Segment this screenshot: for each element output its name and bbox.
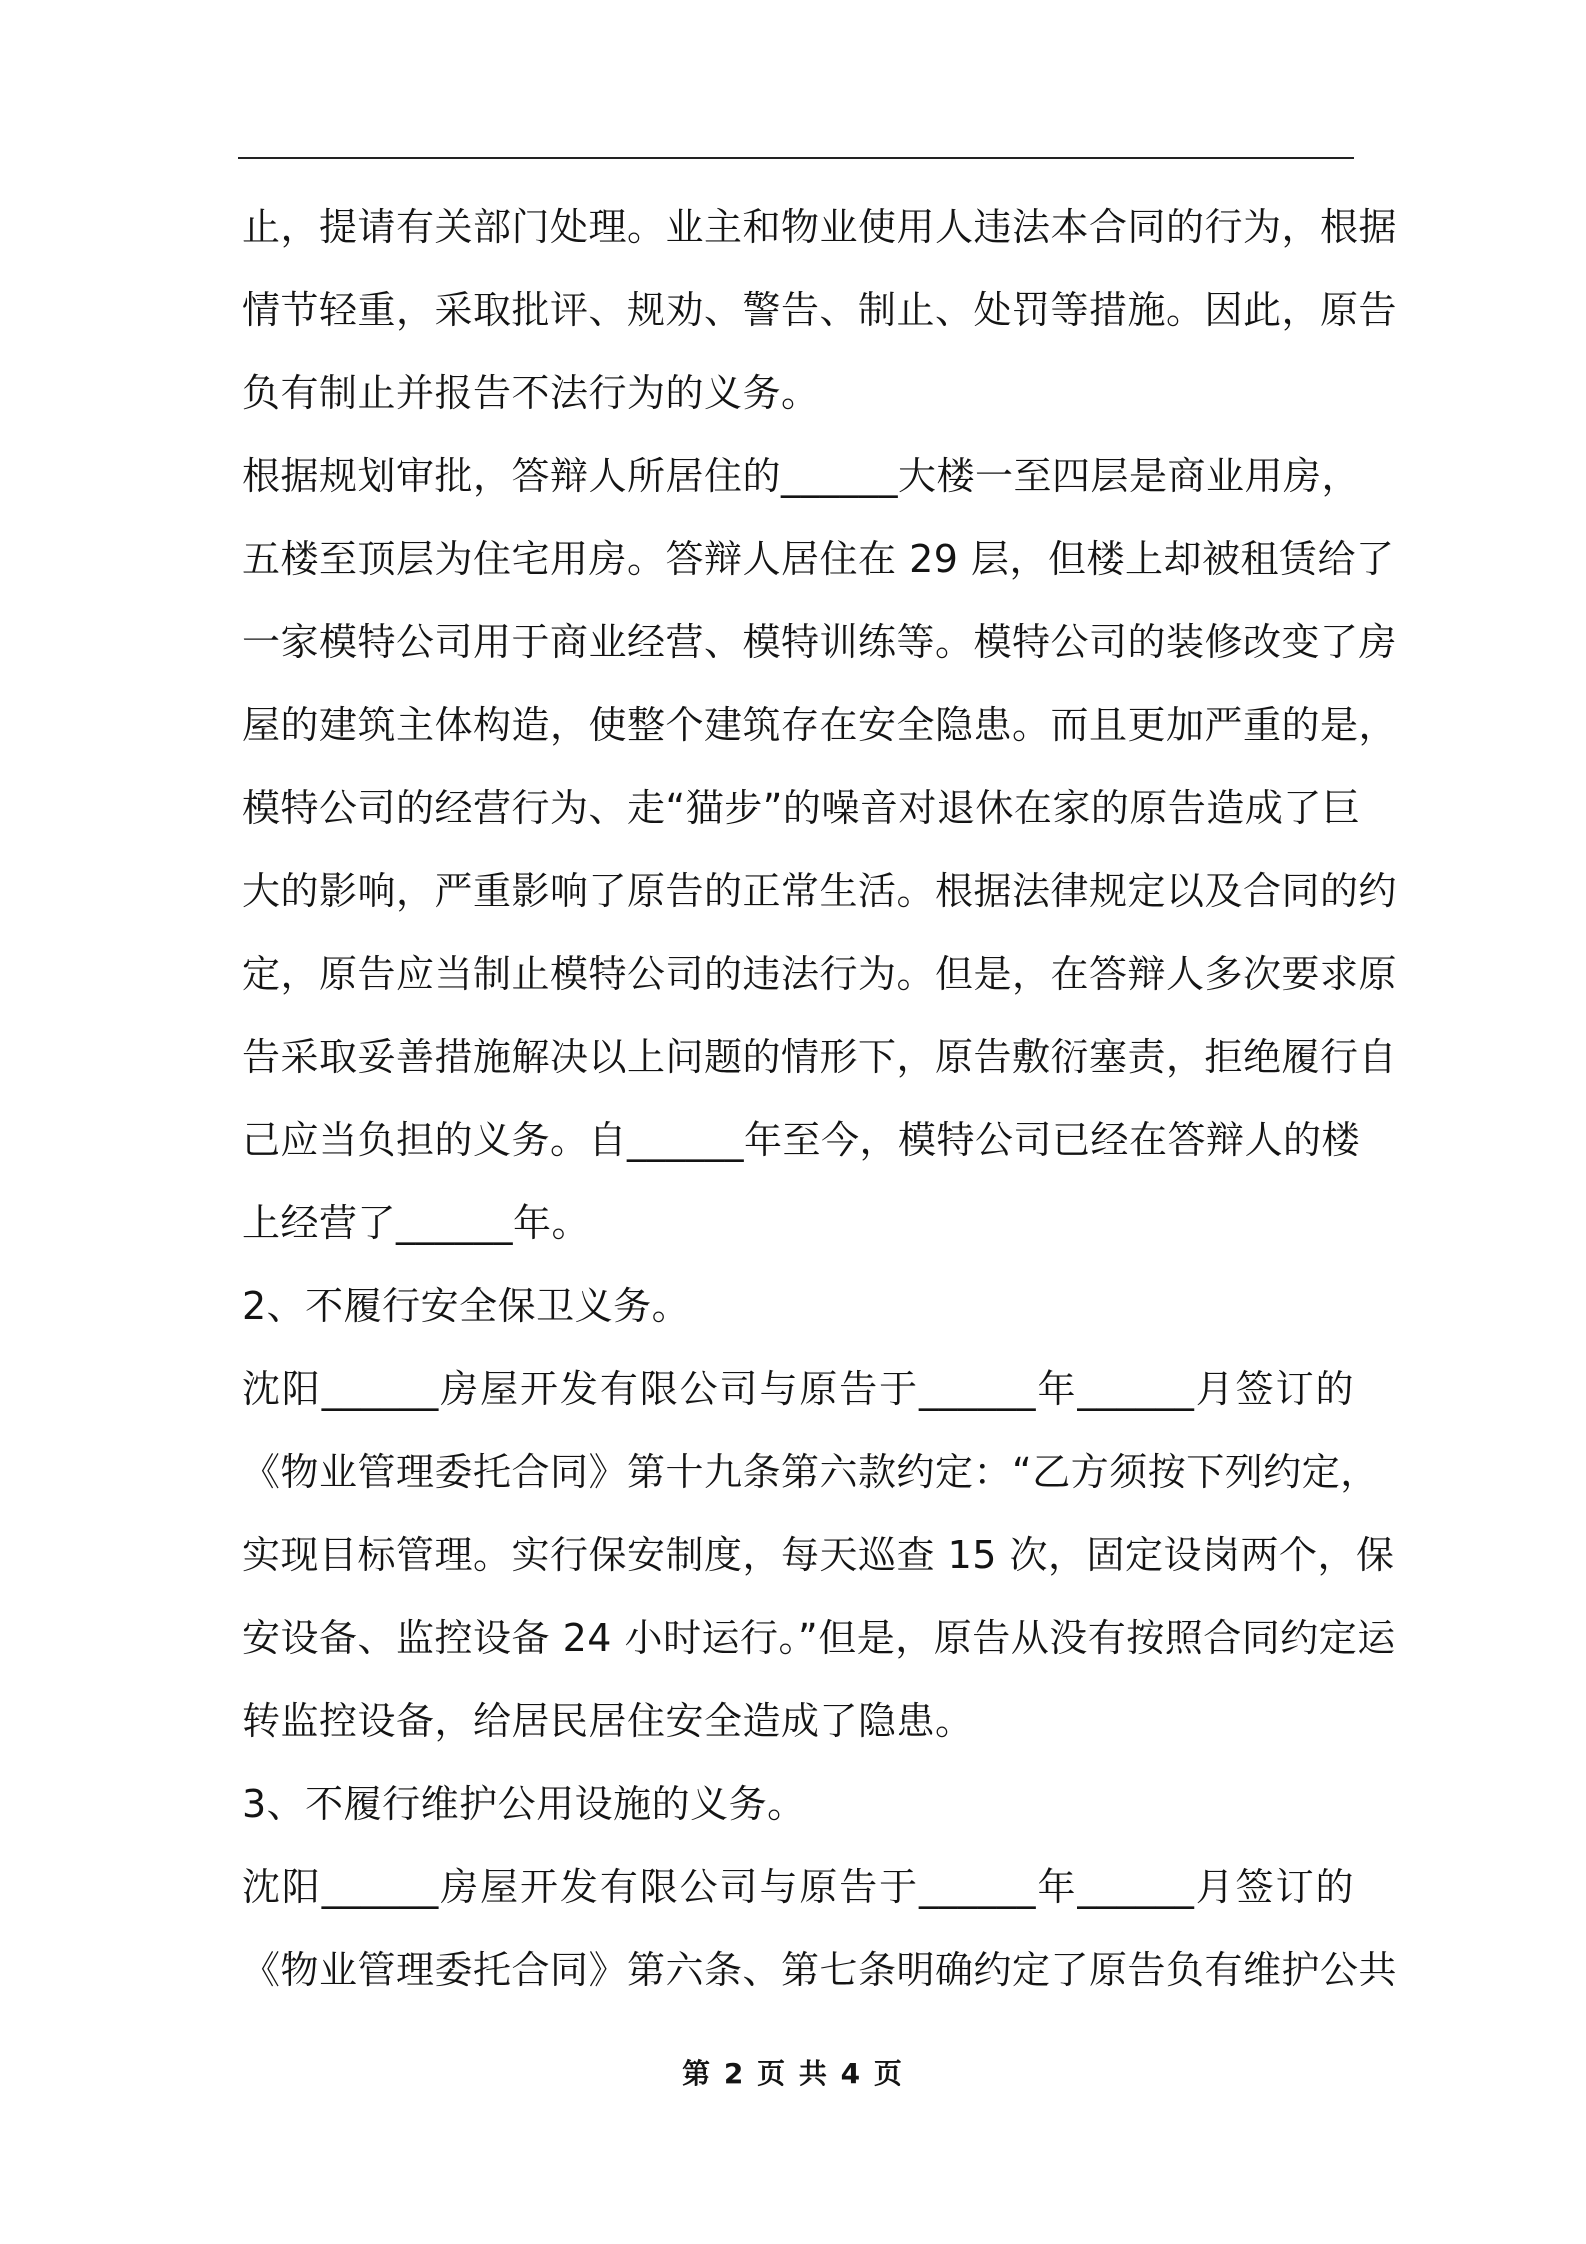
paragraph	[242, 435, 1398, 1265]
text-line: 己应当负担的义务。自______年至今，模特公司已经在答辩人的楼	[242, 1118, 1361, 1162]
text-line: 根据规划审批，答辩人所居住的______大楼一至四层是商业用房，	[242, 454, 1361, 498]
page-number-footer: 第 2 页 共 4 页	[682, 2057, 904, 2090]
header-rule	[238, 157, 1354, 159]
text-line: 屋的建筑主体构造，使整个建筑存在安全隐患。而且更加严重的是，	[242, 703, 1398, 747]
text-line: 3、不履行维护公用设施的义务。	[242, 1782, 806, 1826]
text-line: 安设备、监控设备 24 小时运行。”但是，原告从没有按照合同约定运	[242, 1616, 1396, 1660]
text-line: 模特公司的经营行为、走“猫步”的噪音对退休在家的原告造成了巨	[242, 786, 1361, 830]
text-line: 沈阳______房屋开发有限公司与原告于______年______月签订的	[242, 1865, 1354, 1909]
text-line: 实现目标管理。实行保安制度，每天巡查 15 次，固定设岗两个，保	[242, 1533, 1395, 1577]
paragraph	[242, 186, 1398, 435]
text-line: 告采取妥善措施解决以上问题的情形下，原告敷衍塞责，拒绝履行自	[242, 1035, 1398, 1079]
text-line: 止，提请有关部门处理。业主和物业使用人违法本合同的行为，根据	[242, 205, 1398, 249]
text-line: 定，原告应当制止模特公司的违法行为。但是，在答辩人多次要求原	[242, 952, 1398, 996]
paragraph	[242, 1846, 1398, 2012]
text-line: 大的影响，严重影响了原告的正常生活。根据法律规定以及合同的约	[242, 869, 1398, 913]
text-line: 情节轻重，采取批评、规劝、警告、制止、处罚等措施。因此，原告	[242, 288, 1398, 332]
text-line: 2、不履行安全保卫义务。	[242, 1284, 691, 1328]
paragraph	[242, 1265, 1354, 1348]
paragraph	[242, 1763, 1354, 1846]
text-line: 五楼至顶层为住宅用房。答辩人居住在 29 层，但楼上却被租赁给了	[242, 537, 1395, 581]
text-line: 《物业管理委托合同》第六条、第七条明确约定了原告负有维护公共	[242, 1948, 1398, 1992]
text-line: 转监控设备，给居民居住安全造成了隐患。	[242, 1699, 974, 1743]
text-line: 沈阳______房屋开发有限公司与原告于______年______月签订的	[242, 1367, 1354, 1411]
text-line: 负有制止并报告不法行为的义务。	[242, 371, 820, 415]
text-line: 上经营了______年。	[242, 1201, 591, 1245]
text-line: 《物业管理委托合同》第十九条第六款约定：“乙方须按下列约定，	[242, 1450, 1379, 1494]
text-line: 一家模特公司用于商业经营、模特训练等。模特公司的装修改变了房	[242, 620, 1398, 664]
paragraph	[242, 1348, 1396, 1763]
document-body	[242, 186, 1398, 2012]
